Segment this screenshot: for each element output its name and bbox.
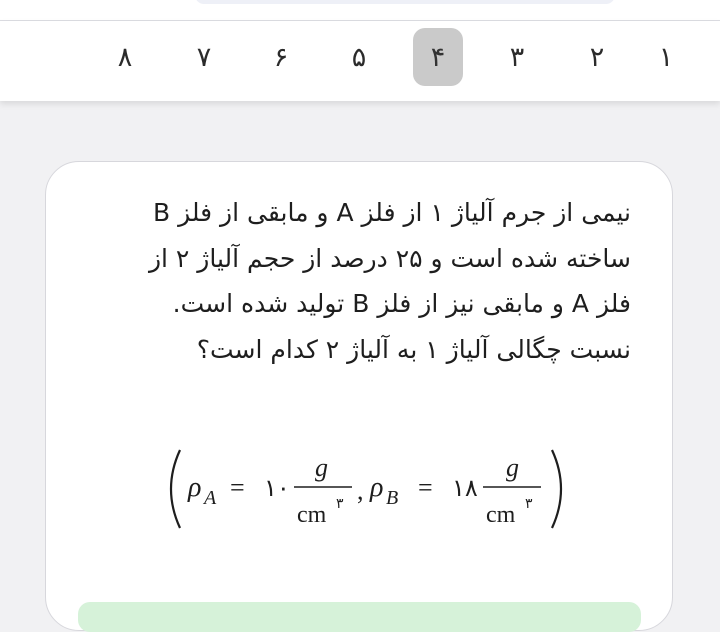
question-card [45,161,673,631]
top-strip [0,0,720,20]
answer-option-1[interactable] [78,602,641,632]
rho-b-subscript: B [386,487,399,509]
rho-b-symbol: ρ [370,472,384,503]
question-number-tabs [0,21,720,101]
density-formula [166,444,576,534]
unit-b-exponent: ۳ [525,496,533,512]
search-bar-edge[interactable] [195,0,615,4]
tab-question-2[interactable]: ۲ [589,41,605,73]
unit-a-denominator: cm [297,502,327,528]
unit-b-numerator: g [506,453,519,482]
rho-b-value: ۱۸ [452,474,478,502]
tab-question-3[interactable]: ۳ [509,41,525,73]
left-paren [171,450,180,528]
rho-a-value: ۱۰ [264,474,290,502]
rho-a-subscript: A [204,487,217,509]
rho-a-symbol: ρ [188,472,202,503]
separator: , [357,476,364,505]
equals-a: = [230,473,245,502]
tab-question-4[interactable]: ۴ [413,28,463,86]
equals-b: = [418,473,433,502]
tab-question-6[interactable]: ۶ [273,41,289,73]
tab-question-5[interactable]: ۵ [351,41,367,73]
question-text: نیمی از جرم آلیاژ ۱ از فلز A و مابقی از فلز B ساخته شده است و ۲۵ درصد از حجم آلیاژ ۲ از فلز A و مابقی نیز از فلز B تولید شده است. نسبت چگالی آلیاژ ۱ به آلیاژ ۲ کدام است؟ [148,198,631,364]
right-paren [552,450,561,528]
tab-question-7[interactable]: ۷ [196,41,212,73]
unit-b-denominator: cm [486,502,516,528]
unit-a-exponent: ۳ [336,496,344,512]
tab-question-8[interactable]: ۸ [117,41,133,73]
unit-a-numerator: g [315,453,328,482]
tab-question-1[interactable]: ۱ [658,41,674,73]
